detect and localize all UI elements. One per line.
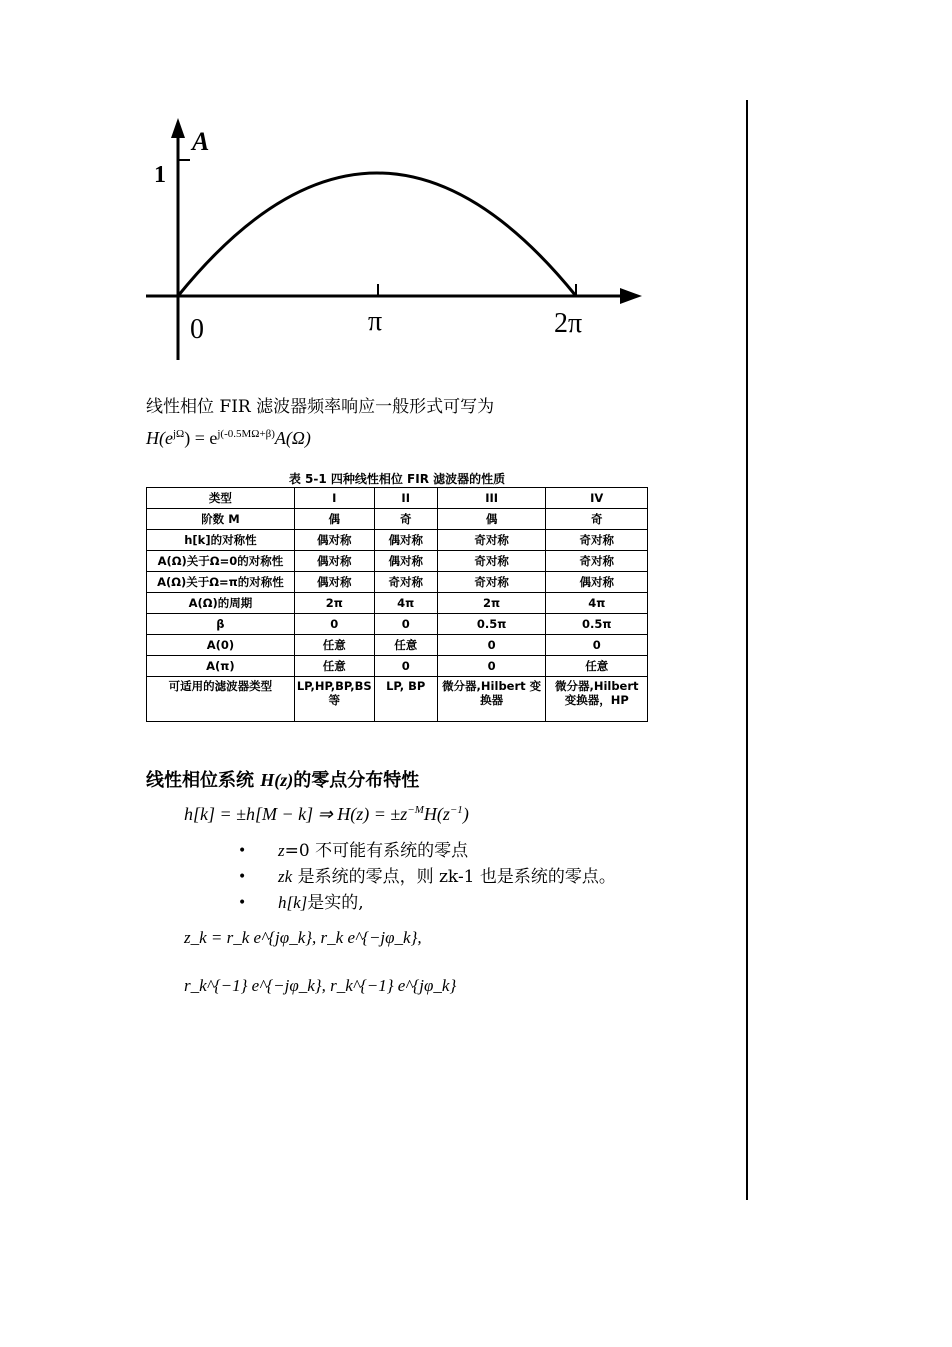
zero-location-eq2: r_k^{−1} e^{−jφ_k}, r_k^{−1} e^{jφ_k} <box>184 976 457 995</box>
zero-properties-list <box>232 838 616 916</box>
table-cell: 奇对称 <box>374 572 437 593</box>
row-header-cell: A(Ω)关于Ω=0的对称性 <box>147 551 295 572</box>
table-cell: 偶对称 <box>374 530 437 551</box>
y-axis-label: A <box>192 127 210 156</box>
table-row <box>147 551 648 572</box>
row-header-cell: β <box>147 614 295 635</box>
formula-rhs: A(Ω) <box>274 428 311 448</box>
section-heading <box>146 766 419 792</box>
frequency-response-formula <box>146 428 311 449</box>
table-cell: 0 <box>374 614 437 635</box>
eq2-sup: −M <box>407 804 424 816</box>
table-row <box>147 677 648 722</box>
heading-prefix: 线性相位系统 <box>146 770 261 791</box>
list-item <box>232 864 616 890</box>
table-cell: 0 <box>546 635 648 656</box>
table-cell: 任意 <box>294 656 374 677</box>
table-cell: II <box>374 488 437 509</box>
bullet-var: zk <box>278 867 293 886</box>
margin-rule <box>746 100 748 1200</box>
eq2-main: h[k] = ±h[M − k] ⇒ H(z) = ±z <box>184 804 408 824</box>
heading-func: H(z) <box>260 770 294 790</box>
table-cell: LP,HP,BP,BS 等 <box>294 677 374 722</box>
bullet-text: 是系统的零点，则 zk-1 也是系统的零点。 <box>292 867 616 887</box>
formula-lhs: H(e <box>146 428 173 448</box>
x-tick-label-2pi: 2π <box>554 308 583 339</box>
table-row <box>147 635 648 656</box>
eq2-tail: H(z <box>423 804 450 824</box>
table-row <box>147 593 648 614</box>
row-header-cell: 阶数 M <box>147 509 295 530</box>
table-cell: 奇 <box>374 509 437 530</box>
table-caption: 表 5-1 四种线性相位 FIR 滤波器的性质 <box>288 472 506 486</box>
fir-properties-table <box>146 487 648 722</box>
table-cell: 偶对称 <box>294 572 374 593</box>
bullet-var: h[k] <box>278 893 308 912</box>
zero-location-eq1: z_k = r_k e^{jφ_k}, r_k e^{−jφ_k}, <box>184 928 422 947</box>
table-cell: 2π <box>437 593 546 614</box>
table-cell: 2π <box>294 593 374 614</box>
table-row <box>147 656 648 677</box>
eq2-tail-sup: −1 <box>449 804 463 816</box>
bullet-text: 是实的, <box>307 893 364 913</box>
table-cell: 偶 <box>294 509 374 530</box>
table-cell: 奇 <box>546 509 648 530</box>
bullet-var: z <box>278 841 285 860</box>
formula-mid: ) = e <box>184 428 218 448</box>
table-cell: 奇对称 <box>437 551 546 572</box>
formula-mid-sup: j(-0.5MΩ+β) <box>217 428 275 440</box>
table-cell: 偶对称 <box>374 551 437 572</box>
table-cell: 任意 <box>374 635 437 656</box>
table-cell: 奇对称 <box>546 530 648 551</box>
table-cell: 0.5π <box>546 614 648 635</box>
row-header-cell: h[k]的对称性 <box>147 530 295 551</box>
table-cell: 奇对称 <box>546 551 648 572</box>
table-cell: 偶 <box>437 509 546 530</box>
formula-lhs-sup: jΩ <box>172 428 185 440</box>
list-item <box>232 890 616 916</box>
table-cell: 奇对称 <box>437 530 546 551</box>
row-header-cell: A(Ω)关于Ω=π的对称性 <box>147 572 295 593</box>
heading-suffix: 的零点分布特性 <box>293 770 420 791</box>
bullet-text: =0 不可能有系统的零点 <box>284 841 469 861</box>
symmetry-equation <box>184 804 469 825</box>
table-cell: 4π <box>546 593 648 614</box>
row-header-cell: A(0) <box>147 635 295 656</box>
amplitude-response-plot <box>140 110 660 370</box>
table-row <box>147 509 648 530</box>
table-cell: 微分器,Hilbert 变换器 <box>437 677 546 722</box>
table-row <box>147 572 648 593</box>
table-cell: IV <box>546 488 648 509</box>
x-tick-label-0: 0 <box>190 314 204 345</box>
row-header-cell: 类型 <box>147 488 295 509</box>
eq2-end: ) <box>462 804 469 824</box>
table-cell: 0 <box>374 656 437 677</box>
table-cell: 偶对称 <box>546 572 648 593</box>
table-cell: 0 <box>294 614 374 635</box>
table-cell: LP, BP <box>374 677 437 722</box>
table-cell: III <box>437 488 546 509</box>
list-item <box>232 838 616 864</box>
table-cell: 微分器,Hilbert 变换器，HP <box>546 677 648 722</box>
sine-curve <box>178 173 576 296</box>
table-row <box>147 530 648 551</box>
table-row <box>147 614 648 635</box>
x-tick-label-pi: π <box>368 306 383 337</box>
row-header-cell: A(Ω)的周期 <box>147 593 295 614</box>
table-cell: 0 <box>437 635 546 656</box>
row-header-cell: 可适用的滤波器类型 <box>147 677 295 722</box>
table-cell: I <box>294 488 374 509</box>
x-axis-arrow <box>620 288 642 304</box>
table-cell: 偶对称 <box>294 551 374 572</box>
table-cell: 0.5π <box>437 614 546 635</box>
intro-text: 线性相位 FIR 滤波器频率响应一般形式可写为 <box>146 397 495 417</box>
table-cell: 0 <box>437 656 546 677</box>
y-axis-arrow <box>171 118 185 138</box>
table-row <box>147 488 648 509</box>
table-cell: 偶对称 <box>294 530 374 551</box>
y-tick-label: 1 <box>154 162 166 188</box>
table-cell: 奇对称 <box>437 572 546 593</box>
row-header-cell: A(π) <box>147 656 295 677</box>
table-cell: 4π <box>374 593 437 614</box>
table-cell: 任意 <box>294 635 374 656</box>
table-cell: 任意 <box>546 656 648 677</box>
